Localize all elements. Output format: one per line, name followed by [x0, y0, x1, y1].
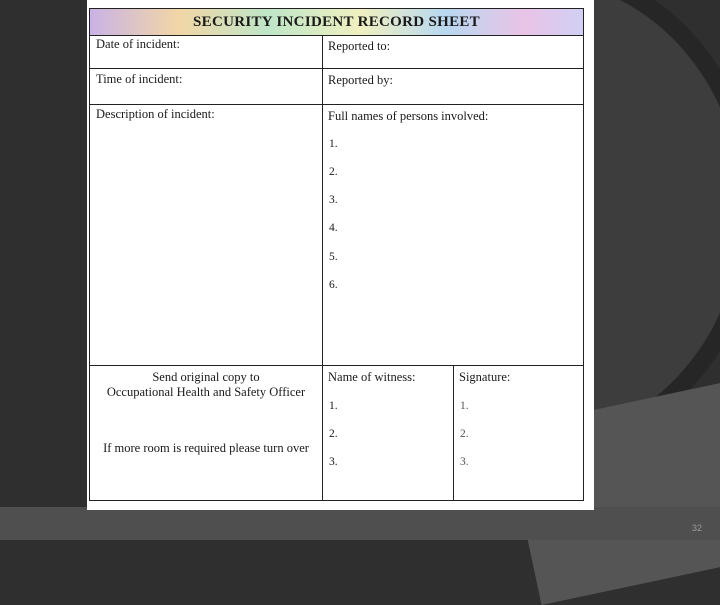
persons-involved-label: Full names of persons involved:	[328, 109, 489, 123]
column-divider-main	[322, 35, 323, 500]
row-divider-1	[90, 68, 583, 69]
signature-label: Signature:	[459, 370, 511, 384]
row-divider-2	[90, 104, 583, 105]
person-number-2: 2.	[329, 166, 338, 178]
description-of-incident-label: Description of incident:	[96, 107, 215, 121]
signature-number-3: 3.	[460, 456, 469, 468]
signature-number-1: 1.	[460, 400, 469, 412]
column-divider-signature	[453, 365, 454, 500]
signature-number-2: 2.	[460, 428, 469, 440]
send-copy-line-2: Occupational Health and Safety Officer	[106, 385, 306, 399]
person-number-3: 3.	[329, 194, 338, 206]
incident-form	[89, 8, 584, 501]
date-of-incident-label: Date of incident:	[96, 37, 180, 51]
slide-number: 32	[691, 523, 702, 533]
form-title: SECURITY INCIDENT RECORD SHEET	[90, 9, 583, 36]
person-number-1: 1.	[329, 138, 338, 150]
row-divider-3	[90, 365, 583, 366]
witness-number-3: 3.	[329, 456, 338, 468]
person-number-5: 5.	[329, 251, 338, 263]
name-of-witness-label: Name of witness:	[328, 370, 416, 384]
person-number-6: 6.	[329, 279, 338, 291]
footer-bar	[0, 507, 720, 540]
witness-number-1: 1.	[329, 400, 338, 412]
time-of-incident-label: Time of incident:	[96, 72, 183, 86]
send-copy-line-1: Send original copy to	[152, 370, 260, 384]
person-number-4: 4.	[329, 222, 338, 234]
witness-number-2: 2.	[329, 428, 338, 440]
more-room-note: If more room is required please turn over	[103, 441, 309, 455]
reported-by-label: Reported by:	[328, 73, 393, 87]
reported-to-label: Reported to:	[328, 39, 391, 53]
